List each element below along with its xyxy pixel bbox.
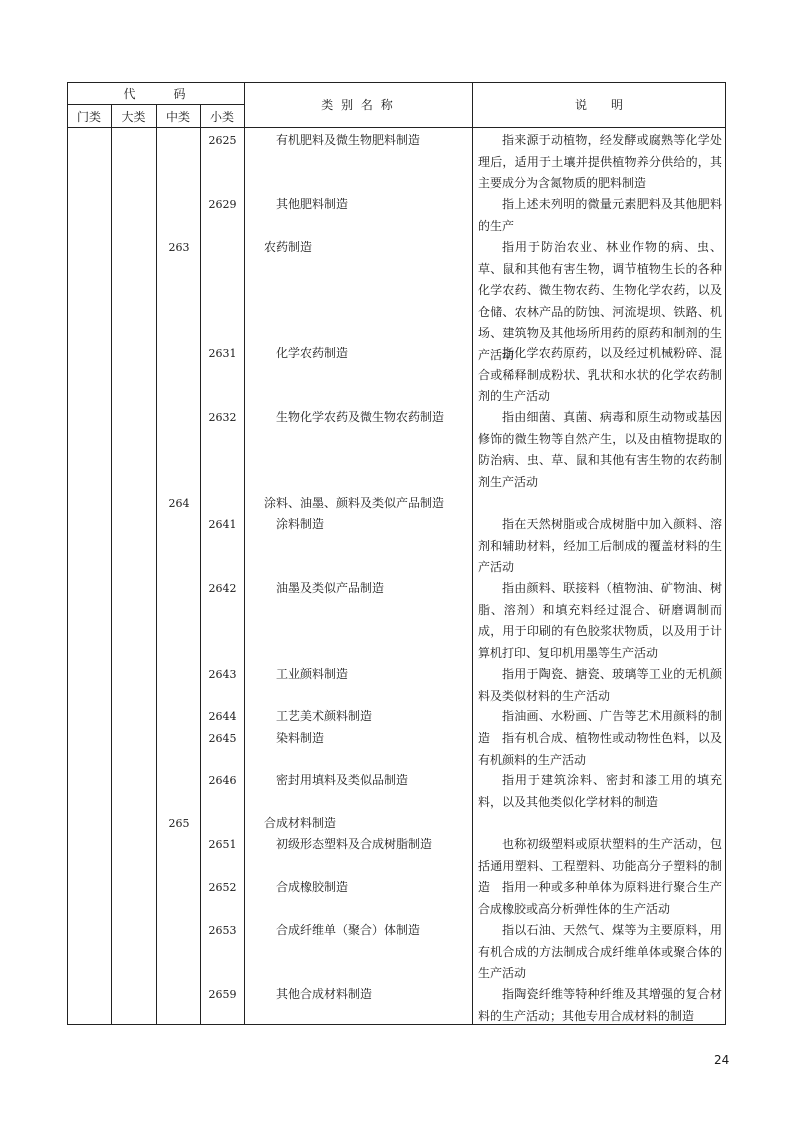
category-description: 指用于陶瓷、搪瓷、玻璃等工业的无机颜料及类似材料的生产活动 [478, 667, 722, 703]
mid-code: 264 [168, 497, 190, 510]
header-menlei: 门类 [76, 109, 101, 124]
category-description: 指由颜料、联接料（植物油、矿物油、树脂、溶剂）和填充料经过混合、研磨调制而成，用于印刷的有色胶浆状物质，以及用于计算机打印、复印机用墨等生产活动 [478, 581, 722, 660]
header-dalei: 大类 [121, 109, 146, 124]
category-description: 指来源于动植物，经发酵或腐熟等化学处理后，适用于土壤并提供植物养分供给的，其主要成分为含氮物质的肥料制造 [478, 133, 722, 190]
header-zhonglei: 中类 [165, 109, 190, 124]
small-code: 2646 [208, 774, 237, 787]
header-xiaolei: 小类 [209, 109, 234, 124]
category-name: 农药制造 [264, 240, 313, 254]
category-name: 工业颜料制造 [276, 667, 349, 681]
category-description: 指陶瓷纤维等特种纤维及其增强的复合材料的生产活动；其他专用合成材料的制造 [478, 987, 722, 1023]
category-description: 指油画、水粉画、广告等艺术用颜料的制造 [478, 709, 722, 745]
header-category-name: 类 别 名 称 [321, 98, 395, 112]
category-name: 合成纤维单（聚合）体制造 [276, 923, 421, 937]
small-code: 2652 [208, 881, 237, 894]
category-name: 合成材料制造 [264, 816, 337, 830]
header-code-char-2: 码 [173, 86, 188, 101]
small-code: 2651 [208, 838, 237, 851]
category-description: 指用于建筑涂料、密封和漆工用的填充料，以及其他类似化学材料的制造 [478, 773, 722, 809]
small-code: 2631 [208, 347, 237, 360]
category-name: 初级形态塑料及合成树脂制造 [276, 837, 433, 851]
category-name: 油墨及类似产品制造 [276, 581, 385, 595]
header-description [472, 82, 726, 127]
category-description: 指用一种或多种单体为原料进行聚合生产合成橡胶或高分析弹性体的生产活动 [478, 880, 722, 916]
category-name: 化学农药制造 [276, 346, 349, 360]
header-code-char-1: 代 [123, 86, 138, 101]
header-code [67, 82, 244, 104]
small-code: 2645 [208, 732, 237, 745]
small-code: 2644 [208, 710, 237, 723]
small-code: 2659 [208, 988, 237, 1001]
page-number: 24 [714, 1053, 730, 1067]
col-rule-1 [111, 104, 112, 1025]
header-desc-char-1: 说 [574, 98, 587, 112]
category-name: 染料制造 [276, 731, 325, 745]
small-code: 2643 [208, 668, 237, 681]
category-description: 指有机合成、植物性或动物性色料，以及有机颜料的生产活动 [478, 731, 722, 767]
category-description: 指化学农药原药，以及经过机械粉碎、混合或稀释制成粉状、乳状和水状的化学农药制剂的生产活动 [478, 346, 722, 403]
small-code: 2653 [208, 924, 237, 937]
col-rule-4 [244, 82, 245, 1025]
small-code: 2625 [208, 134, 237, 147]
category-name: 其他肥料制造 [276, 197, 349, 211]
small-code: 2632 [208, 411, 237, 424]
category-name: 涂料制造 [276, 517, 325, 531]
mid-code: 263 [168, 241, 190, 254]
category-name: 密封用填料及类似品制造 [276, 773, 409, 787]
category-description: 指由细菌、真菌、病毒和原生动物或基因修饰的微生物等自然产生，以及由植物提取的防治病、虫、草、鼠和其他有害生物的农药制剂生产活动 [478, 410, 722, 489]
small-code: 2629 [208, 198, 237, 211]
col-rule-5 [472, 82, 473, 1025]
category-description: 指用于防治农业、林业作物的病、虫、草、鼠和其他有害生物，调节植物生长的各种化学农药、微生物农药、生物化学农药，以及仓储、农林产品的防蚀、河流堤坝、铁路、机场、建筑物及其他场所用药的原药和制剂的生产活动 [478, 240, 722, 362]
category-name: 有机肥料及微生物肥料制造 [276, 133, 421, 147]
header-bottom-rule [67, 127, 726, 128]
small-code: 2642 [208, 582, 237, 595]
category-description: 也称初级塑料或原状塑料的生产活动，包括通用塑料、工程塑料、功能高分子塑料的制造 [478, 837, 722, 894]
category-name: 涂料、油墨、颜料及类似产品制造 [264, 496, 445, 510]
category-description: 指以石油、天然气、煤等为主要原料，用有机合成的方法制成合成纤维单体或聚合体的生产活动 [478, 923, 722, 980]
category-name: 合成橡胶制造 [276, 880, 349, 894]
category-description: 指上述未列明的微量元素肥料及其他肥料的生产 [478, 197, 722, 233]
category-name: 生物化学农药及微生物农药制造 [276, 410, 445, 424]
mid-code: 265 [168, 817, 190, 830]
category-description: 指在天然树脂或合成树脂中加入颜料、溶剂和辅助材料，经加工后制成的覆盖材料的生产活动 [478, 517, 722, 574]
category-name: 其他合成材料制造 [276, 987, 373, 1001]
header-desc-char-2: 明 [611, 98, 624, 112]
category-name: 工艺美术颜料制造 [276, 709, 373, 723]
small-code: 2641 [208, 518, 237, 531]
